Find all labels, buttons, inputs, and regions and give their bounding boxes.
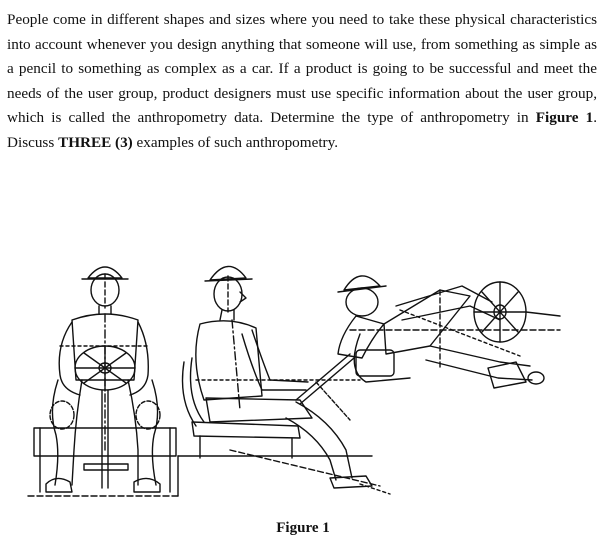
side-view-driver-drawing xyxy=(178,266,390,496)
front-view-driver-drawing xyxy=(28,267,180,496)
question-text-2: . Discuss xyxy=(7,109,597,151)
operator-posture-drawing xyxy=(338,276,560,388)
figure-reference: Figure 1 xyxy=(535,109,594,127)
figure-1-illustration xyxy=(0,250,606,510)
question-text-1: People come in different shapes and sizes where you need to take these physical characteristics into account whenever you design anything that someone will use, from something as simple as a pencil to something as complex as a car. If a product is going to be successful and meet the needs of the user group, product designers must use specific information about the user group, which is called the anthropometry data. Determine the type of anthropometry in xyxy=(7,11,597,127)
question-paragraph xyxy=(7,8,597,156)
figure-caption: Figure 1 xyxy=(276,520,330,536)
count-emphasis: THREE (3) xyxy=(58,133,133,151)
question-text-3: examples of such anthropometry. xyxy=(132,133,339,151)
